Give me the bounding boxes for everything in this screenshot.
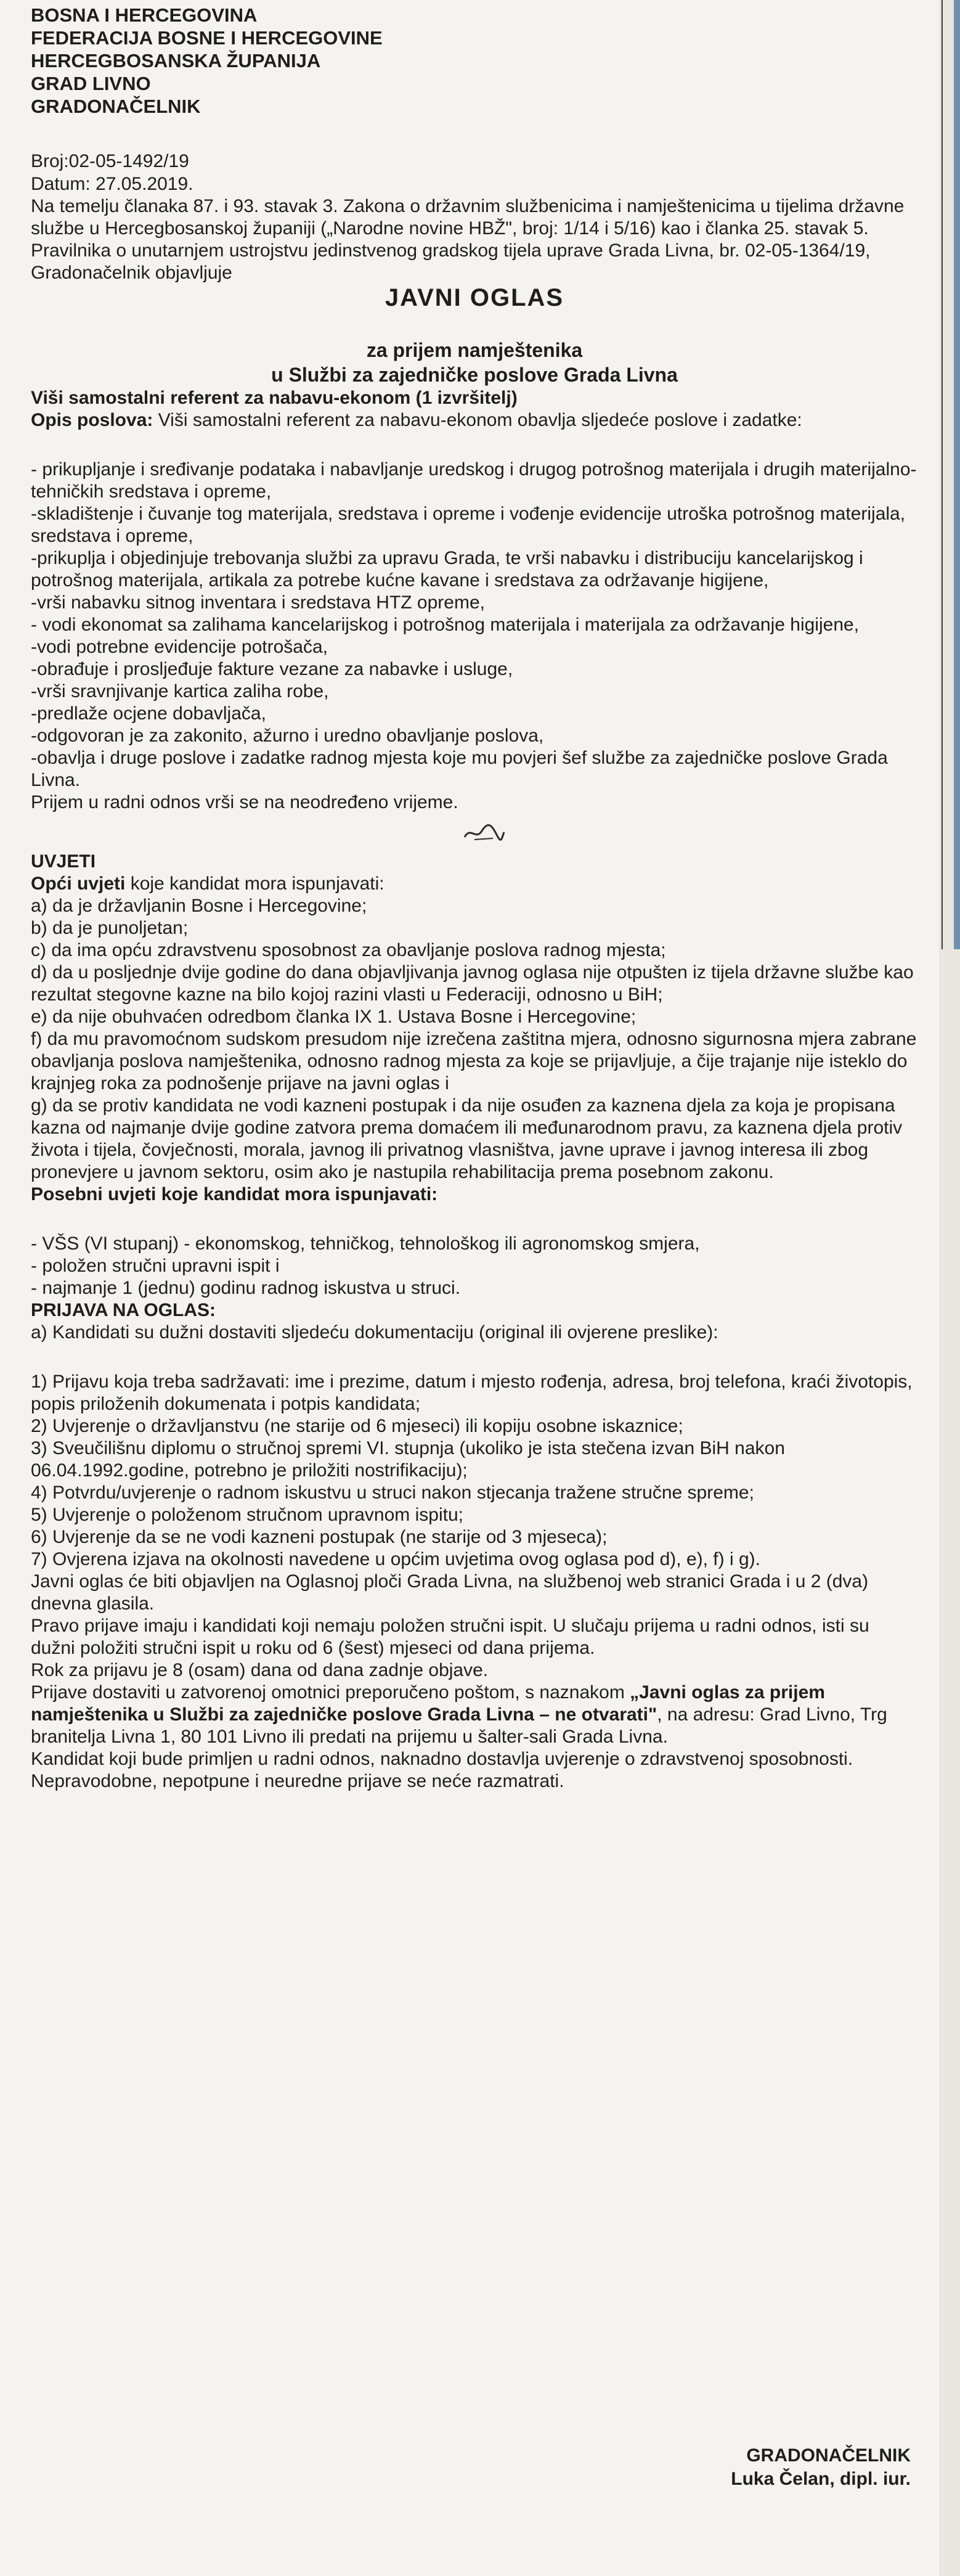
list-item: c) da ima opću zdravstvenu sposobnost za obavljanje poslova radnog mjesta; — [31, 940, 666, 960]
general-conditions-label: Opći uvjeti — [31, 873, 126, 894]
submission-text-end: , na adresu: Grad Livno, Trg branitelja Livna 1, 80 101 Livno ili predati na prijemu u šalter-sali Grada Livna. — [31, 1704, 887, 1747]
scribble-ornament — [462, 820, 505, 844]
application-documents-list — [31, 1371, 918, 1571]
list-item: 2) Uvjerenje o državljanstvu (ne starije od 6 mjeseci) ili kopiju osobne iskaznice; — [31, 1416, 683, 1436]
list-item: 5) Uvjerenje o položenom stručnom upravnom ispitu; — [31, 1505, 463, 1525]
issuer-block — [31, 4, 918, 118]
list-item: 4) Potvrdu/uvjerenje o radnom iskustvu u struci nakon stjecanja tražene stručne spreme; — [31, 1482, 754, 1503]
list-item: - vodi ekonomat sa zalihama kancelarijskog i potrošnog materijala i materijala za održavanje higijene, — [31, 615, 860, 635]
adjacent-page-color-bar — [954, 0, 960, 949]
list-item: -prikuplja i objedinjuje trebovanja službi za upravu Grada, te vrši nabavku i distribuciju kancelarijskog i potrošnog materijala, artikala za potrebe kućne kavane i sredstava za održavanje higijene, — [31, 548, 863, 591]
org-line: FEDERACIJA BOSNE I HERCEGOVINE — [31, 27, 383, 49]
health-certificate-notice: Kandidat koji bude primljen u radni odnos, naknadno dostavlja uvjerenje o zdravstvenoj sposobnosti. — [31, 1749, 853, 1769]
job-duties-list — [31, 459, 918, 791]
list-item: f) da mu pravomoćnom sudskom presudom nije izrečena zaštitna mjera, odnosno sigurnosna mjera zabrane obavljanja poslova namještenika, odnosno radnog mjesta za koje se prijavljuje, a čije trajanje nije isteklo do krajnjeg roka za podnošenje prijave na javni oglas i — [31, 1029, 917, 1094]
adjacent-page-edge — [939, 0, 960, 2576]
special-conditions-list — [31, 1233, 918, 1299]
special-conditions-heading: Posebni uvjeti koje kandidat mora ispunjavati: — [31, 1184, 438, 1204]
list-item: - prikupljanje i sređivanje podataka i nabavljanje uredskog i drugog potrošnog materijala i drugih materijalno-tehničkih sredstava i opreme, — [31, 459, 917, 502]
adjacent-page-rule — [942, 0, 943, 949]
signatory-name: Luka Čelan, dipl. iur. — [731, 2469, 911, 2489]
list-item: e) da nije obuhvaćen odredbom članka IX 1. Ustava Bosne i Hercegovine; — [31, 1007, 637, 1027]
list-item: 3) Sveučilišnu diplomu o stručnoj spremi VI. stupnja (ukoliko je ista stečena izvan BiH nakon 06.04.1992.godine, potrebno je priložiti nostrifikaciju); — [31, 1438, 785, 1481]
list-item: 7) Ovjerena izjava na okolnosti navedene u općim uvjetima ovog oglasa pod d), e), f) i g). — [31, 1549, 760, 1569]
subtitle-line: u Službi za zajedničke poslove Grada Livna — [271, 364, 678, 386]
list-item: -vrši nabavku sitnog inventara i sredstava HTZ opreme, — [31, 592, 485, 613]
job-announcement — [31, 4, 918, 1793]
list-item: -vrši sravnjivanje kartica zaliha robe, — [31, 681, 329, 701]
signatory-role: GRADONAČELNIK — [746, 2445, 911, 2466]
employment-term: Prijem u radni odnos vrši se na neodređeno vrijeme. — [31, 792, 458, 812]
legal-basis: Na temelju članaka 87. i 93. stavak 3. Zakona o državnim službenicima i namještenicima u tijelima državne službe u Hercegbosanskoj županiji („Narodne novine HBŽ", broj: 1/14 i 5/16) kao i članka 25. stavak 5. Pravilnika o unutarnjem ustrojstvu jedinstvenog gradskog tijela uprave Grada Livna, br. 02-05-1364/19, Gradonačelnik objavljuje — [31, 196, 905, 283]
submission-text-start: Prijave dostaviti u zatvorenoj omotnici preporučeno poštom, s naznakom — [31, 1682, 630, 1703]
list-item: -vodi potrebne evidencije potrošača, — [31, 637, 328, 657]
org-line: BOSNA I HERCEGOVINA — [31, 4, 258, 26]
list-item: - položen stručni upravni ispit i — [31, 1256, 280, 1276]
general-conditions-list — [31, 895, 918, 1184]
subtitle-line: za prijem namještenika — [366, 339, 583, 361]
reference-block — [31, 150, 918, 195]
rejection-notice: Nepravodobne, nepotpune i neuredne prijave se neće razmatrati. — [31, 1771, 564, 1791]
exam-notice: Pravo prijave imaju i kandidati koji nemaju položen stručni ispit. U slučaju prijema u radni odnos, isti su dužni položiti stručni ispit u roku od 6 (šest) mjeseci od dana prijema. — [31, 1616, 869, 1658]
general-conditions-intro — [31, 873, 918, 895]
general-conditions-text: koje kandidat mora ispunjavati: — [125, 873, 384, 894]
application-heading: PRIJAVA NA OGLAS: — [31, 1300, 216, 1320]
publication-notice: Javni oglas će biti objavljen na Oglasnoj ploči Grada Livna, na službenoj web stranici Grada i u 2 (dva) dnevna glasila. — [31, 1571, 869, 1614]
org-line: GRADONAČELNIK — [31, 96, 201, 117]
job-description-label: Opis poslova: — [31, 410, 153, 430]
list-item: g) da se protiv kandidata ne vodi kazneni postupak i da nije osuđen za kaznena djela za koja je propisana kazna od najmanje dvije godine zatvora prema domaćem ili međunarodnom pravu, za kaznena djela protiv života i tijela, čovječnosti, morala, javnog ili privatnog vlasništva, javne uprave i javnog interesa ili zbog pronevjere u javnom sektoru, osim ako je nastupila rehabilitacija prema posebnom zakonu. — [31, 1095, 903, 1182]
envelope-label: „Javni oglas za prijem namještenika u Službi za zajedničke poslove Grada Livna – ne otvarati" — [31, 1682, 825, 1725]
list-item: -obrađuje i prosljeđuje fakture vezane za nabavke i usluge, — [31, 659, 513, 679]
list-item: -predlaže ocjene dobavljača, — [31, 703, 266, 724]
org-line: HERCEGBOSANSKA ŽUPANIJA — [31, 50, 321, 72]
reference-number: Broj:02-05-1492/19 — [31, 151, 189, 171]
list-item: - najmanje 1 (jednu) godinu radnog iskustva u struci. — [31, 1278, 461, 1298]
conditions-heading: UVJETI — [31, 851, 96, 872]
list-item: a) da je državljanin Bosne i Hercegovine; — [31, 896, 367, 916]
list-item: d) da u posljednje dvije godine do dana objavljivanja javnog oglasa nije otpušten iz tijela državne službe kao rezultat stegovne kazne na bilo kojoj razini vlasti u Federaciji, odnosno u BiH; — [31, 962, 914, 1005]
deadline-notice: Rok za prijavu je 8 (osam) dana od dana zadnje objave. — [31, 1660, 489, 1680]
list-item: -odgovoran je za zakonito, ažurno i uredno obavljanje poslova, — [31, 726, 544, 746]
list-item: b) da je punoljetan; — [31, 918, 189, 938]
list-item: 6) Uvjerenje da se ne vodi kazneni postupak (ne starije od 3 mjeseca); — [31, 1527, 608, 1547]
document-title: JAVNI OGLAS — [384, 284, 564, 311]
submission-instructions — [31, 1682, 918, 1748]
signature-block — [731, 2444, 911, 2491]
document-subtitle — [31, 338, 918, 387]
position-heading: Viši samostalni referent za nabavu-ekonom (1 izvršitelj) — [31, 388, 518, 408]
job-description-intro — [31, 409, 918, 431]
reference-date: Datum: 27.05.2019. — [31, 174, 193, 194]
job-description-text: Viši samostalni referent za nabavu-ekonom obavlja sljedeće poslove i zadatke: — [153, 410, 802, 430]
application-documents-intro: a) Kandidati su dužni dostaviti sljedeću dokumentaciju (original ili ovjerene preslike): — [31, 1322, 718, 1343]
list-item: - VŠS (VI stupanj) - ekonomskog, tehničkog, tehnološkog ili agronomskog smjera, — [31, 1233, 700, 1254]
org-line: GRAD LIVNO — [31, 73, 151, 94]
list-item: -skladištenje i čuvanje tog materijala, sredstava i opreme i vođenje evidencije utroška potrošnog materijala, sredstava i opreme, — [31, 504, 906, 546]
list-item: 1) Prijavu koja treba sadržavati: ime i prezime, datum i mjesto rođenja, adresa, broj telefona, kraći životopis, popis priloženih dokumenata i potpis kandidata; — [31, 1372, 913, 1414]
list-item: -obavlja i druge poslove i zadatke radnog mjesta koje mu povjeri šef službe za zajedničke poslove Grada Livna. — [31, 748, 888, 790]
